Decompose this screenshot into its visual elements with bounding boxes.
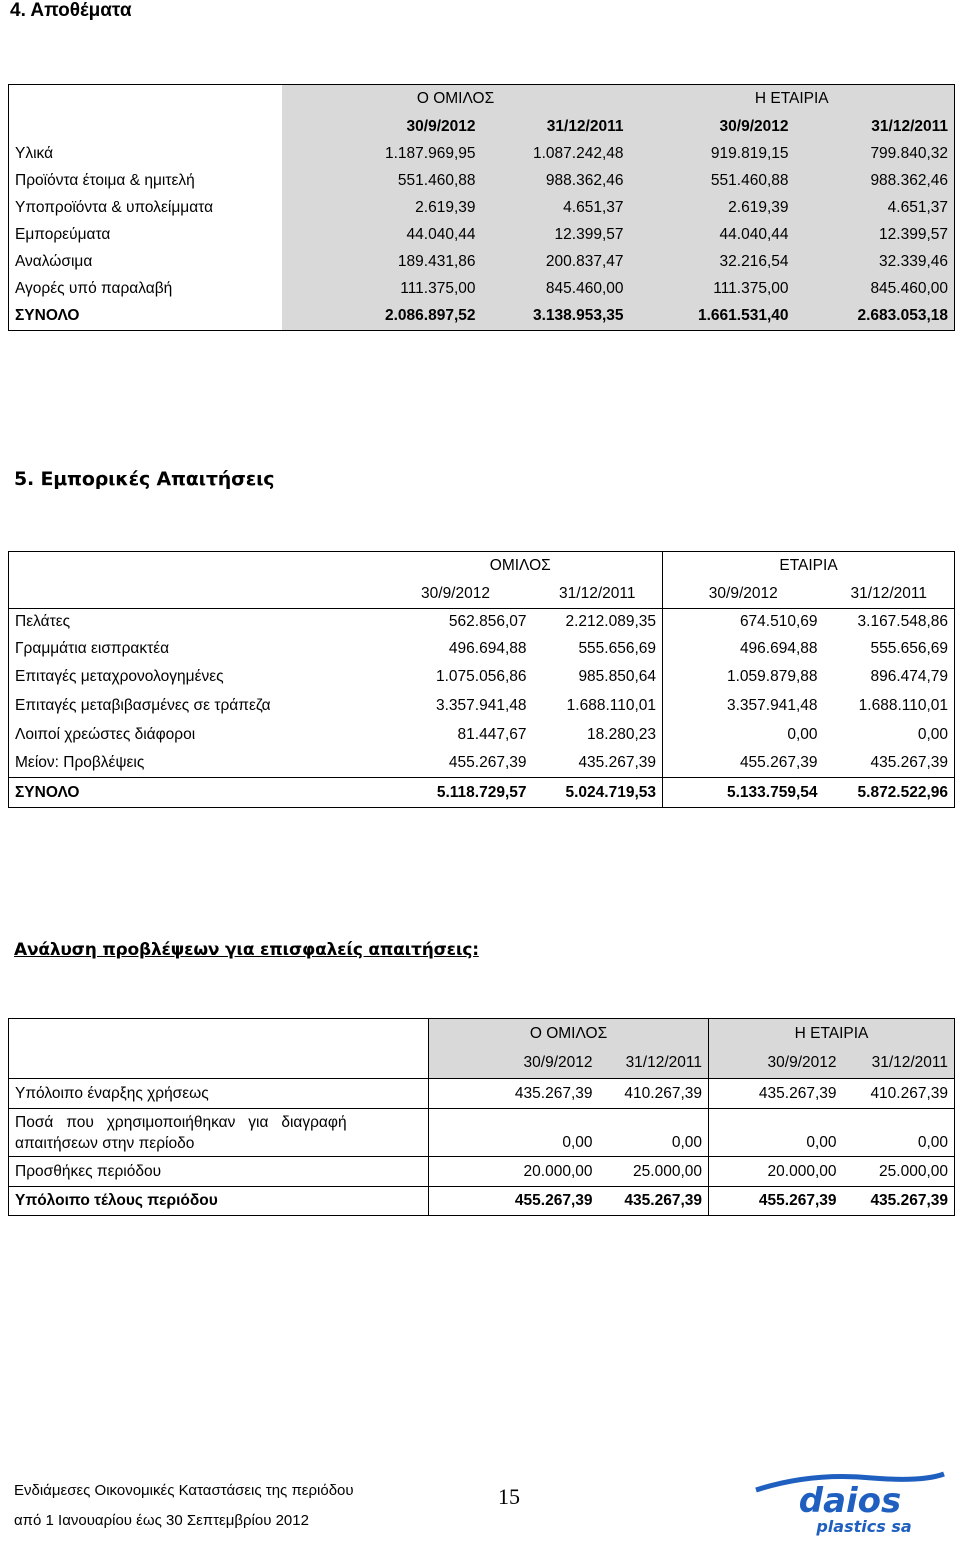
table-header-row [9, 1019, 955, 1049]
table-row [9, 609, 955, 636]
cell-value: 12.399,57 [482, 222, 630, 249]
cell-value: 435.267,39 [709, 1079, 843, 1109]
row-label: Μείον: Προβλέψεις [9, 749, 379, 778]
table-row [9, 168, 955, 195]
date-header: 31/12/2011 [824, 581, 955, 609]
date-header: 31/12/2011 [843, 1049, 955, 1079]
cell-value: 200.837,47 [482, 249, 630, 276]
cell-value: 20.000,00 [429, 1157, 599, 1187]
table-row [9, 663, 955, 692]
cell-value: 0,00 [663, 721, 824, 749]
cell-value: 1.688.110,01 [566, 697, 657, 714]
cell-value: 1.059.879,88 [663, 663, 824, 692]
table-row [9, 1109, 955, 1157]
date-header: 30/9/2012 [429, 1049, 599, 1079]
provisions-table [8, 1018, 955, 1216]
table-row [9, 276, 955, 303]
cell-value: 551.460,88 [630, 168, 795, 195]
cell-value: 111.375,00 [282, 276, 482, 303]
table-row [9, 249, 955, 276]
cell-value: 1.187.969,95 [282, 141, 482, 168]
total-value: 5.118.729,57 [379, 778, 533, 808]
cell-value: 0,00 [429, 1109, 599, 1157]
table-date-row [9, 1049, 955, 1079]
cell-value: 1.087.242,48 [482, 141, 630, 168]
table-header-row [9, 552, 955, 581]
section-4-title: 4. Αποθέματα [10, 0, 132, 21]
date-header: 30/9/2012 [282, 113, 482, 141]
date-header: 31/12/2011 [795, 113, 955, 141]
page-number: 15 [498, 1484, 520, 1509]
table-row [9, 195, 955, 222]
cell-value: 919.819,15 [630, 141, 795, 168]
group-header-etairia: Η ΕΤΑΙΡΙΑ [709, 1019, 955, 1049]
cell-value: 25.000,00 [843, 1157, 955, 1187]
cell-value: 0,00 [824, 721, 955, 749]
cell-value: 3.167.548,86 [824, 609, 955, 636]
receivables-table [8, 551, 955, 808]
cell-value: 799.840,32 [795, 141, 955, 168]
table-row [9, 222, 955, 249]
row-label: Αγορές υπό παραλαβή [9, 276, 282, 303]
table-row [9, 721, 955, 749]
cell-value: 496.694,88 [663, 636, 824, 663]
total-label: Υπόλοιπο τέλους περιόδου [9, 1187, 429, 1216]
date-header: 30/9/2012 [709, 1049, 843, 1079]
logo-text-main: daios [798, 1481, 902, 1521]
cell-value: 674.510,69 [663, 609, 824, 636]
cell-value: 555.656,69 [578, 640, 657, 657]
cell-value: 435.267,39 [824, 749, 955, 778]
cell-value: 189.431,86 [282, 249, 482, 276]
total-value: 435.267,39 [599, 1187, 709, 1216]
logo-graphic [752, 1470, 948, 1536]
cell-value: 111.375,00 [630, 276, 795, 303]
total-row [9, 303, 955, 331]
table-row [9, 1079, 955, 1109]
row-label: Υπόλοιπο έναρξης χρήσεως [9, 1079, 429, 1109]
cell-value: 18.280,23 [587, 725, 657, 743]
cell-value: 1.688.110,01 [824, 692, 955, 721]
cell-value: 555.656,69 [824, 636, 955, 663]
cell-value: 32.216,54 [630, 249, 795, 276]
date-header: 30/9/2012 [630, 113, 795, 141]
table-row [9, 692, 955, 721]
row-label: Προσθήκες περιόδου [9, 1157, 429, 1187]
provisions-title: Ανάλυση προβλέψεων για επισφαλείς απαιτήσεις: [14, 940, 479, 960]
total-value: 5.133.759,54 [663, 778, 824, 808]
group-header-omilos: Ο ΟΜΙΛΟΣ [429, 1019, 709, 1049]
cell-value: 988.362,46 [795, 168, 955, 195]
total-value: 2.683.053,18 [795, 303, 955, 331]
cell-value: 0,00 [709, 1109, 843, 1157]
row-label: Πελάτες [9, 609, 379, 636]
cell-value: 845.460,00 [795, 276, 955, 303]
total-value: 435.267,39 [843, 1187, 955, 1216]
cell-value: 410.267,39 [843, 1079, 955, 1109]
cell-value: 20.000,00 [709, 1157, 843, 1187]
cell-value: 12.399,57 [795, 222, 955, 249]
row-label: Υποπροϊόντα & υπολείμματα [9, 195, 282, 222]
row-label: Λοιποί χρεώστες διάφοροι [9, 721, 379, 749]
total-value: 5.024.719,53 [533, 778, 663, 808]
date-header: 30/9/2012 [663, 581, 824, 609]
table-row [9, 749, 955, 778]
row-label: απαιτήσεων στην περίοδο [15, 1134, 195, 1152]
cell-value: 496.694,88 [448, 640, 527, 657]
cell-value: 410.267,39 [599, 1079, 709, 1109]
row-label: Επιταγές μεταβιβασμένες σε τράπεζα [9, 692, 379, 721]
table-header-row [9, 85, 955, 113]
logo-text-sub: plastics sa [816, 1517, 912, 1536]
cell-value: 896.474,79 [824, 663, 955, 692]
cell-value: 32.339,46 [795, 249, 955, 276]
total-value: 3.138.953,35 [482, 303, 630, 331]
total-row [9, 778, 955, 808]
group-header-omilos: ΟΜΙΛΟΣ [379, 552, 663, 581]
cell-value: 25.000,00 [599, 1157, 709, 1187]
cell-value: 3.357.941,48 [663, 692, 824, 721]
cell-value: 435.267,39 [429, 1079, 599, 1109]
table-date-row [9, 581, 955, 609]
total-value: 455.267,39 [709, 1187, 843, 1216]
total-value: 455.267,39 [429, 1187, 599, 1216]
cell-value: 0,00 [599, 1109, 709, 1157]
row-label: Ποσά που χρησιμοποιήθηκαν για διαγραφή [15, 1113, 347, 1131]
row-label: Προϊόντα έτοιμα & ημιτελή [9, 168, 282, 195]
row-label: Υλικά [9, 141, 282, 168]
cell-value: 2.212.089,35 [565, 613, 657, 631]
cell-value: 81.447,67 [457, 725, 527, 743]
row-label: Αναλώσιμα [9, 249, 282, 276]
total-value: 1.661.531,40 [630, 303, 795, 331]
table-date-row [9, 113, 955, 141]
cell-value: 1.075.056,86 [435, 668, 527, 685]
footer-title: Ενδιάμεσες Οικονομικές Καταστάσεις της περιόδου [14, 1482, 354, 1499]
date-header: 31/12/2011 [533, 581, 663, 609]
cell-value: 435.267,39 [578, 753, 657, 771]
group-header-omilos: Ο ΟΜΙΛΟΣ [282, 85, 630, 113]
cell-value: 44.040,44 [630, 222, 795, 249]
daios-plastics-logo [752, 1470, 948, 1541]
cell-value: 3.357.941,48 [435, 697, 527, 714]
table-row [9, 141, 955, 168]
date-header: 30/9/2012 [379, 581, 533, 609]
cell-value: 562.856,07 [448, 613, 527, 631]
cell-value: 988.362,46 [482, 168, 630, 195]
cell-value: 44.040,44 [282, 222, 482, 249]
row-label: Επιταγές μεταχρονολογημένες [9, 663, 379, 692]
cell-value: 2.619,39 [282, 195, 482, 222]
total-row [9, 1187, 955, 1216]
row-label: Γραμμάτια εισπρακτέα [9, 636, 379, 663]
total-value: 5.872.522,96 [824, 778, 955, 808]
footer-period: από 1 Ιανουαρίου έως 30 Σεπτεμβρίου 2012 [14, 1512, 309, 1529]
table-row [9, 1157, 955, 1187]
date-header: 31/12/2011 [599, 1049, 709, 1079]
row-label: Εμπορεύματα [9, 222, 282, 249]
inventory-table [8, 84, 955, 331]
group-header-etairia: ΕΤΑΙΡΙΑ [663, 552, 955, 581]
cell-value: 985.850,64 [578, 668, 657, 685]
group-header-etairia: Η ΕΤΑΙΡΙΑ [630, 85, 955, 113]
cell-value: 4.651,37 [795, 195, 955, 222]
cell-value: 4.651,37 [482, 195, 630, 222]
total-label: ΣΥΝΟΛΟ [9, 778, 379, 808]
cell-value: 551.460,88 [282, 168, 482, 195]
cell-value: 2.619,39 [630, 195, 795, 222]
cell-value: 845.460,00 [482, 276, 630, 303]
total-label: ΣΥΝΟΛΟ [9, 303, 282, 331]
total-value: 2.086.897,52 [282, 303, 482, 331]
cell-value: 455.267,39 [448, 753, 527, 771]
section-5-title: 5. Εμπορικές Απαιτήσεις [14, 468, 275, 490]
date-header: 31/12/2011 [482, 113, 630, 141]
table-row [9, 636, 955, 663]
cell-value: 0,00 [843, 1109, 955, 1157]
cell-value: 455.267,39 [663, 749, 824, 778]
